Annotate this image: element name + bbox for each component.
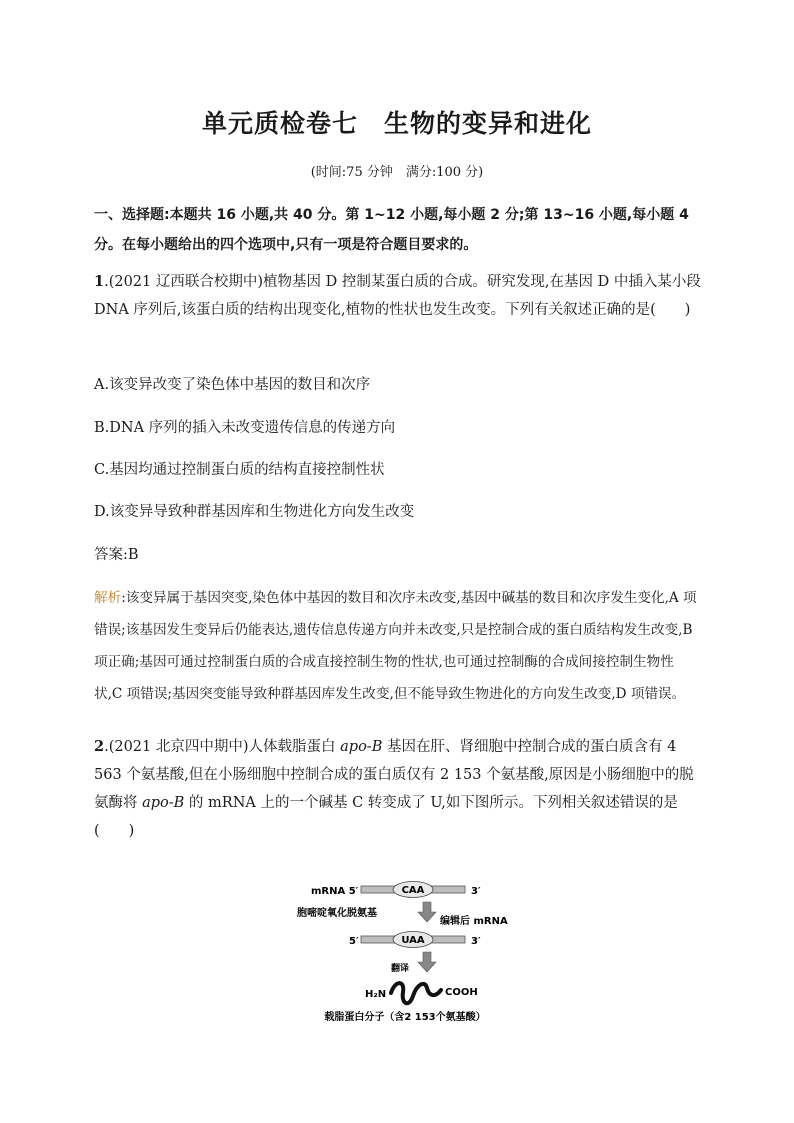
- gene-name: apo-B: [142, 795, 185, 811]
- option-d: D.该变异导致种群基因库和生物进化方向发生改变: [94, 504, 415, 520]
- mrna-editing-diagram: [295, 876, 515, 1026]
- figure-caption: 载脂蛋白分子（含2 153个氨基酸）: [324, 1012, 486, 1023]
- question-1: [94, 268, 702, 324]
- five-prime-label: 5′: [349, 936, 359, 947]
- question-stem-part: 人体载脂蛋白: [248, 739, 341, 755]
- down-arrow-icon: [418, 952, 436, 972]
- gene-name: apo-B: [340, 739, 383, 755]
- analysis: [94, 582, 702, 710]
- translate-label: 翻译: [391, 964, 410, 974]
- option-c: C.基因均通过控制蛋白质的结构直接控制性状: [94, 462, 385, 478]
- question-source: .(2021 北京四中期中): [104, 739, 249, 755]
- option-a: A.该变异改变了染色体中基因的数目和次序: [94, 377, 371, 393]
- question-stem: 植物基因 D 控制某蛋白质的合成。研究发现,在基因 D 中插入某小段 DNA 序列后,该蛋白质的结构出现变化,植物的性状也发生改变。下列有关叙述正确的是( ): [94, 274, 701, 318]
- option-b: B.DNA 序列的插入未改变遗传信息的传递方向: [94, 420, 396, 436]
- mrna-5prime-label: mRNA 5′: [311, 886, 359, 897]
- edited-mrna-label: 编辑后 mRNA: [440, 916, 508, 927]
- protein-chain: [391, 983, 441, 1003]
- c-terminus-label: COOH: [445, 987, 478, 998]
- question-number: 2: [94, 738, 105, 755]
- question-source: .(2021 辽西联合校期中): [104, 274, 264, 290]
- enzyme-label: 胞嘧啶氧化脱氨基: [297, 908, 377, 919]
- section-heading: 一、选择题:本题共 16 小题,共 40 分。第 1~12 小题,每小题 2 分;第 13~16 小题,每小题 4 分。在每小题给出的四个选项中,只有一项是符合题目要求的。: [94, 207, 689, 253]
- down-arrow-icon: [418, 902, 436, 922]
- analysis-text: :该变异属于基因突变,染色体中基因的数目和次序未改变,基因中碱基的数目和次序发生变化,A 项错误;该基因发生变异后仍能表达,遗传信息传递方向并未改变,只是控制合成的蛋白质结构发生改变,B 项正确;基因可通过控制蛋白质的合成直接控制生物的性状,也可通过控制酶的合成间接控制生物性状,C 项错误;基因突变能导致种群基因库发生改变,但不能导致生物进化的方向发生改变,D 项错误。: [94, 590, 697, 702]
- exam-time-info: (时间:75 分钟 满分:100 分): [310, 165, 484, 180]
- analysis-label: 解析: [94, 590, 122, 606]
- mrna-strand: [431, 886, 465, 893]
- codon-after: UAA: [401, 935, 425, 946]
- question-2: [94, 733, 702, 845]
- mrna-strand: [431, 936, 465, 943]
- question-stem-part: 的 mRNA 上的一个碱基 C 转变成了 U,如下图所示。下列相关叙述错误的是( ): [94, 795, 678, 839]
- answer: 答案:B: [94, 547, 139, 563]
- three-prime-label: 3′: [471, 936, 481, 947]
- codon-before: CAA: [401, 885, 425, 896]
- mrna-strand: [361, 936, 395, 943]
- three-prime-label: 3′: [471, 886, 481, 897]
- mrna-strand: [361, 886, 395, 893]
- question-stem-part: 基因在肝、肾细胞中控制合成的蛋白质含有 4 563 个氨基酸,但在小肠细胞中控制合成的蛋白质仅有 2 153 个氨基酸,原因是小肠细胞中的脱氨酶将: [94, 739, 694, 811]
- page-title: 单元质检卷七 生物的变异和进化: [201, 109, 592, 138]
- question-number: 1: [94, 273, 105, 290]
- n-terminus-label: H₂N: [365, 989, 387, 1000]
